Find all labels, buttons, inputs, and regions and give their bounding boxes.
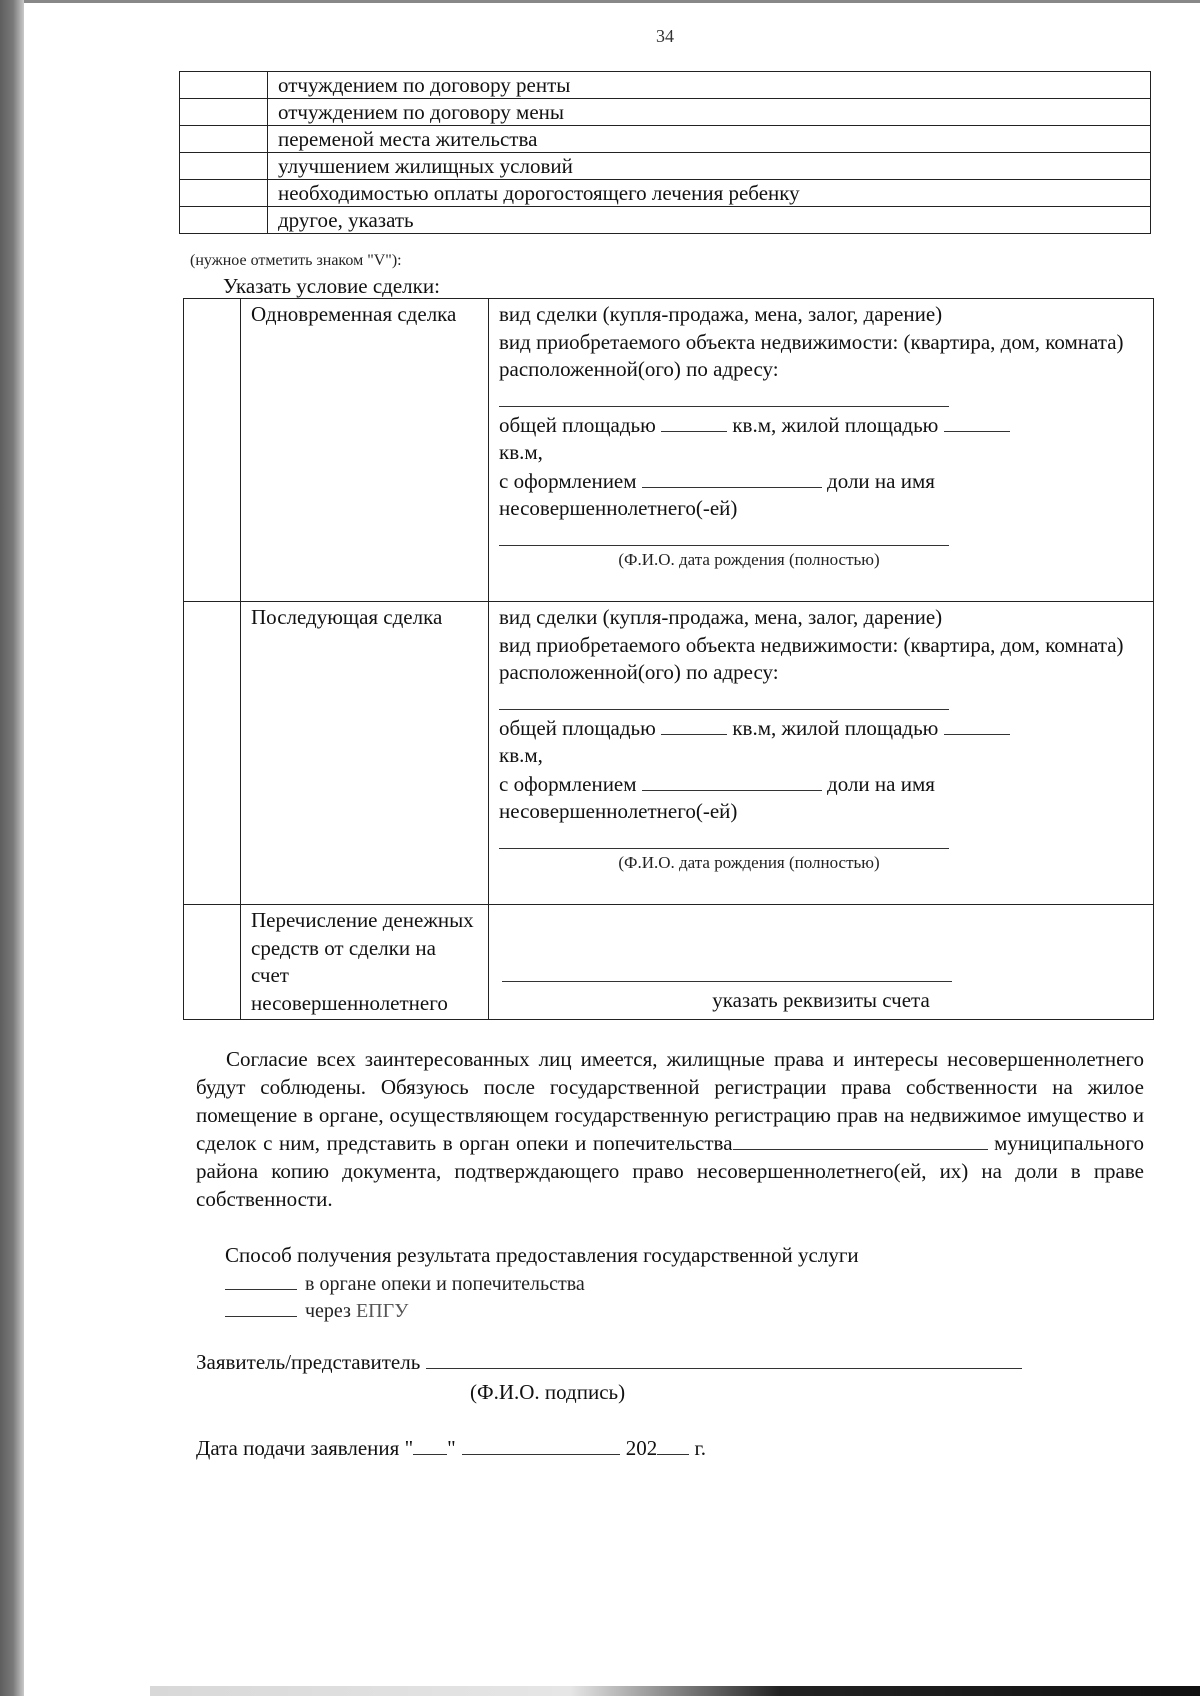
table-row [180,126,1151,153]
minor-name-field[interactable] [499,826,949,849]
deal-details [489,299,1154,602]
share-field[interactable] [642,467,822,488]
deal-label: Последующая сделка [241,602,489,905]
date-open-quote: " [404,1436,414,1460]
table-row [180,207,1151,234]
year-prefix: 202 [625,1436,658,1460]
area-unit-label: кв.м, жилой площадью [732,715,939,740]
share-label: доли на имя [827,468,935,493]
applicant-caption: (Ф.И.О. подпись) [470,1380,626,1404]
table-row [180,99,1151,126]
table-row [184,602,1154,905]
area-total-label: общей площадью [499,412,656,437]
reason-label: отчуждением по договору мены [268,99,1151,126]
table-row [184,299,1154,602]
epgu-label: ЕПГУ [355,1300,409,1322]
address-field[interactable] [499,687,949,710]
reason-checkbox-cell[interactable] [180,72,268,99]
deal-condition-title: Указать условие сделки: [223,274,440,298]
deal-type-text: вид сделки (купля-продажа, мена, залог, дарение) [499,302,943,326]
method-option-mark[interactable] [225,1269,297,1290]
address-field[interactable] [499,384,949,407]
total-area-field[interactable] [661,714,727,735]
minor-label: несовершеннолетнего(-ей) [499,799,738,823]
method-option-guardianship [225,1269,585,1298]
reason-label: улучшением жилищных условий [268,153,1151,180]
method-option-label: в органе опеки и попечительства [305,1273,585,1295]
total-area-field[interactable] [661,411,727,432]
year-suffix: г. [694,1436,706,1460]
object-type-text: вид приобретаемого объекта недвижимости: (квартира, дом, комната) [499,329,1124,354]
share-label: доли на имя [827,771,935,796]
consent-text-part2: муниципального района копию документа, подтверждающего право несовершеннолетнего(ей, их) на доли в праве собственности. [196,1131,1144,1211]
area-unit-label: кв.м, [499,440,543,464]
reason-label: отчуждением по договору ренты [268,72,1151,99]
reason-label: необходимостью оплаты дорогостоящего лечения ребенку [268,180,1151,207]
area-unit-label: кв.м, [499,743,543,767]
minor-label: несовершеннолетнего(-ей) [499,496,738,520]
share-field[interactable] [642,770,822,791]
result-method-title: Способ получения результата предоставления государственной услуги [225,1243,859,1267]
table-row [184,905,1154,1020]
scan-edge-top [0,0,1200,3]
deal-label: Перечисление денежных средств от сделки на счет несовершеннолетнего [241,905,489,1020]
table-row [180,180,1151,207]
applicant-label: Заявитель/представитель [196,1350,421,1374]
reason-checkbox-cell[interactable] [180,126,268,153]
method-option-mark[interactable] [225,1296,297,1317]
living-area-field[interactable] [944,714,1010,735]
date-label: Дата подачи заявления [196,1436,400,1460]
reason-checkbox-cell[interactable] [180,153,268,180]
account-caption: указать реквизиты счета [712,988,930,1012]
scan-edge-left [0,0,24,1696]
table-row [180,72,1151,99]
year-field[interactable] [657,1434,689,1455]
area-line [499,714,1143,743]
method-option-label: через [305,1300,351,1322]
deal-label: Одновременная сделка [241,299,489,602]
reason-checkbox-cell[interactable] [180,99,268,126]
consent-text-part1: Согласие всех заинтересованных лиц имеется, жилищные права и интересы несовершеннолетнего будут соблюдены. Обязуюсь после государственной регистрации права собственности на жилое помещение в органе, осуществляющем государственную регистрацию прав на недвижимое имущество и сделок с ним, представить в орган опеки и попечительства [196,1047,1144,1155]
living-area-field[interactable] [944,411,1010,432]
consent-paragraph [196,1045,1144,1213]
applicant-line [196,1348,1022,1375]
reason-checkbox-cell[interactable] [180,207,268,234]
area-line [499,411,1143,440]
deal-mark-cell[interactable] [184,299,241,602]
deal-type-text: вид сделки (купля-продажа, мена, залог, дарение) [499,605,943,629]
registration-line [499,770,1143,799]
reason-checkbox-cell[interactable] [180,180,268,207]
registration-label: с оформлением [499,468,637,493]
month-field[interactable] [462,1434,620,1455]
guardianship-body-field[interactable] [733,1129,988,1150]
registration-line [499,467,1143,496]
page-number: 34 [656,26,674,46]
account-field[interactable] [502,981,952,982]
area-unit-label: кв.м, жилой площадью [732,412,939,437]
applicant-signature-field[interactable] [426,1348,1022,1369]
reason-label: переменой места жительства [268,126,1151,153]
minor-name-caption: (Ф.И.О. дата рождения (полностью) [618,852,880,872]
reason-label: другое, указать [268,207,1151,234]
area-total-label: общей площадью [499,715,656,740]
submission-date-line [196,1434,706,1461]
object-type-text: вид приобретаемого объекта недвижимости: (квартира, дом, комната) [499,632,1124,657]
day-field[interactable] [413,1434,447,1455]
minor-name-field[interactable] [499,523,949,546]
deal-mark-cell[interactable] [184,905,241,1020]
reasons-table [179,71,1151,234]
deal-conditions-table [183,298,1154,1020]
address-label: расположенной(ого) по адресу: [499,357,779,381]
deal-mark-cell[interactable] [184,602,241,905]
account-details [489,905,1154,1020]
method-option-epgu [225,1296,408,1325]
scan-edge-bottom [150,1686,1200,1696]
address-label: расположенной(ого) по адресу: [499,660,779,684]
deal-details [489,602,1154,905]
date-close-quote: " [447,1436,456,1460]
table-row [180,153,1151,180]
minor-name-caption: (Ф.И.О. дата рождения (полностью) [618,549,880,569]
mark-note: (нужное отметить знаком "V"): [190,252,402,269]
registration-label: с оформлением [499,771,637,796]
